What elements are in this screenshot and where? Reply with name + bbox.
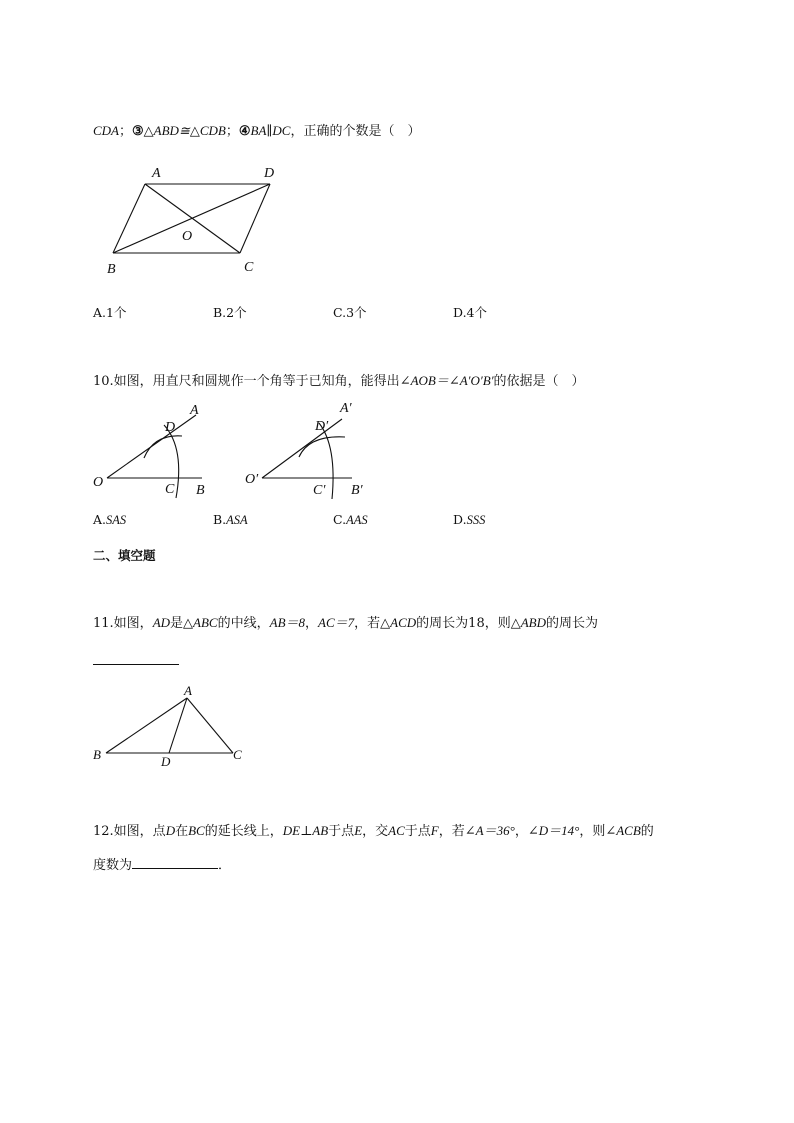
q10-option-b bbox=[213, 512, 248, 528]
q11-text-4: ， bbox=[305, 616, 319, 631]
q10-option-d-value: SSS bbox=[466, 513, 486, 527]
q10-right-angle-figure bbox=[245, 396, 385, 501]
q11-var-abd: △ABD bbox=[510, 615, 546, 630]
section-heading-fill-in: 二、填空题 bbox=[93, 548, 156, 563]
q11-var-acd: △ACD bbox=[380, 615, 417, 630]
q10-right-label-b: B′ bbox=[351, 483, 363, 498]
q10-option-a-letter: A. bbox=[93, 512, 107, 527]
q12-angle-d: ∠D＝14° bbox=[527, 823, 580, 838]
q12-var-bc: BC bbox=[188, 823, 205, 838]
q10-left-angle-figure bbox=[90, 398, 220, 503]
q10-option-d-letter: D. bbox=[453, 512, 467, 527]
q9-statement-4: BA∥DC bbox=[250, 123, 291, 138]
q12-text-5: ，交 bbox=[362, 824, 389, 839]
q10-prefix: 10.如图，用直尺和圆规作一个角等于已知角，能得出 bbox=[93, 374, 400, 389]
q11-var-ab: AB＝8 bbox=[269, 615, 306, 630]
q10-option-b-letter: B. bbox=[213, 512, 227, 527]
q10-left-label-a: A bbox=[190, 403, 199, 418]
q12-angle-acb: ∠ACB bbox=[605, 823, 641, 838]
q10-right-label-a: A′ bbox=[340, 401, 352, 416]
q10-option-c-value: AAS bbox=[346, 513, 368, 527]
q12-question-line1 bbox=[93, 822, 654, 841]
q11-label-a: A bbox=[184, 683, 192, 698]
q12-text-4: 于点 bbox=[328, 824, 355, 839]
q10-left-label-c: C bbox=[165, 482, 175, 497]
q9-statement bbox=[93, 122, 420, 141]
q10-formula: ∠AOB＝∠A′O′B′ bbox=[399, 373, 494, 388]
q11-label-d: D bbox=[161, 754, 171, 769]
q10-right-label-d: D′ bbox=[315, 419, 329, 434]
q11-var-abc: △ABC bbox=[183, 615, 218, 630]
q11-text-2: 是 bbox=[170, 616, 184, 631]
q10-left-label-o: O bbox=[93, 475, 104, 490]
q11-var-ad: AD bbox=[152, 615, 171, 630]
q12-var-d: D bbox=[165, 823, 176, 838]
q11-question bbox=[93, 614, 598, 633]
q9-parallelogram-figure bbox=[100, 160, 300, 280]
q11-text-1: 11.如图， bbox=[93, 616, 153, 631]
q12-line2-end: ． bbox=[218, 858, 232, 873]
q12-angle-a: ∠A＝36° bbox=[464, 823, 515, 838]
q11-text-5: ，若 bbox=[354, 616, 381, 631]
q12-var-e: E bbox=[354, 823, 363, 838]
q12-var-ac: AC bbox=[388, 823, 405, 838]
q9-sep2: ； bbox=[225, 124, 239, 139]
q10-option-d bbox=[453, 512, 485, 528]
q11-median-ad bbox=[169, 698, 187, 753]
q10-option-c-letter: C. bbox=[333, 512, 347, 527]
q9-option-a: A.1个 bbox=[93, 305, 127, 320]
q11-answer-blank[interactable] bbox=[93, 664, 179, 665]
q11-label-b: B bbox=[93, 747, 101, 762]
q12-text-9: ，则 bbox=[579, 824, 606, 839]
q11-var-ac: AC＝7 bbox=[318, 615, 355, 630]
q9-label-d: D bbox=[264, 166, 275, 181]
q9-sep1: ； bbox=[119, 124, 133, 139]
q12-answer-blank[interactable] bbox=[132, 868, 218, 869]
q12-text-7: ，若 bbox=[438, 824, 465, 839]
q11-text-6: 的周长为18，则 bbox=[416, 616, 511, 631]
q10-right-label-c: C′ bbox=[313, 483, 326, 498]
q9-label-b: B bbox=[107, 262, 116, 277]
q10-right-label-o: O′ bbox=[245, 472, 259, 487]
q12-question-line2 bbox=[93, 857, 231, 875]
q10-option-b-value: ASA bbox=[226, 513, 248, 527]
q10-right-arc-small bbox=[299, 437, 345, 457]
q12-text-8: ， bbox=[514, 824, 528, 839]
q10-option-a bbox=[93, 512, 126, 528]
q11-side-ab bbox=[106, 698, 187, 753]
q12-var-de-perp-ab: DE⊥AB bbox=[282, 823, 329, 838]
q11-text-3: 的中线， bbox=[217, 616, 270, 631]
q9-label-a: A bbox=[152, 166, 161, 181]
q11-side-ac bbox=[187, 698, 233, 753]
q9-circle-3: ③ bbox=[132, 124, 144, 139]
q9-text-part1: CDA bbox=[93, 123, 119, 138]
q12-text-3: 的延长线上， bbox=[204, 824, 283, 839]
q11-triangle-figure bbox=[90, 680, 260, 775]
q9-side-dc bbox=[240, 184, 270, 253]
q12-text-2: 在 bbox=[175, 824, 189, 839]
q9-option-b: B.2个 bbox=[213, 305, 247, 320]
q9-circle-4: ④ bbox=[238, 124, 251, 139]
q10-option-a-value: SAS bbox=[106, 513, 127, 527]
q12-text-1: 12.如图，点 bbox=[93, 824, 166, 839]
q12-text-6: 于点 bbox=[404, 824, 431, 839]
q11-label-c: C bbox=[233, 747, 242, 762]
q10-left-label-d: D bbox=[165, 420, 176, 435]
q10-option-c bbox=[333, 512, 368, 528]
q9-tail: ，正确的个数是（ ） bbox=[290, 124, 421, 139]
q10-suffix: 的依据是（ ） bbox=[493, 374, 585, 389]
q10-left-label-b: B bbox=[196, 483, 205, 498]
q9-option-c: C.3个 bbox=[333, 305, 367, 320]
q9-side-ab bbox=[113, 184, 145, 253]
q12-text-10: 的 bbox=[640, 824, 654, 839]
q12-var-f: F bbox=[430, 823, 439, 838]
q12-line2-text: 度数为 bbox=[93, 858, 133, 873]
q9-statement-3: △ABD≅△CDB bbox=[143, 123, 226, 138]
q9-label-c: C bbox=[244, 260, 254, 275]
q9-option-d: D.4个 bbox=[453, 305, 488, 320]
q10-question bbox=[93, 372, 585, 391]
q9-label-o: O bbox=[182, 229, 193, 244]
q11-text-7: 的周长为 bbox=[546, 616, 599, 631]
